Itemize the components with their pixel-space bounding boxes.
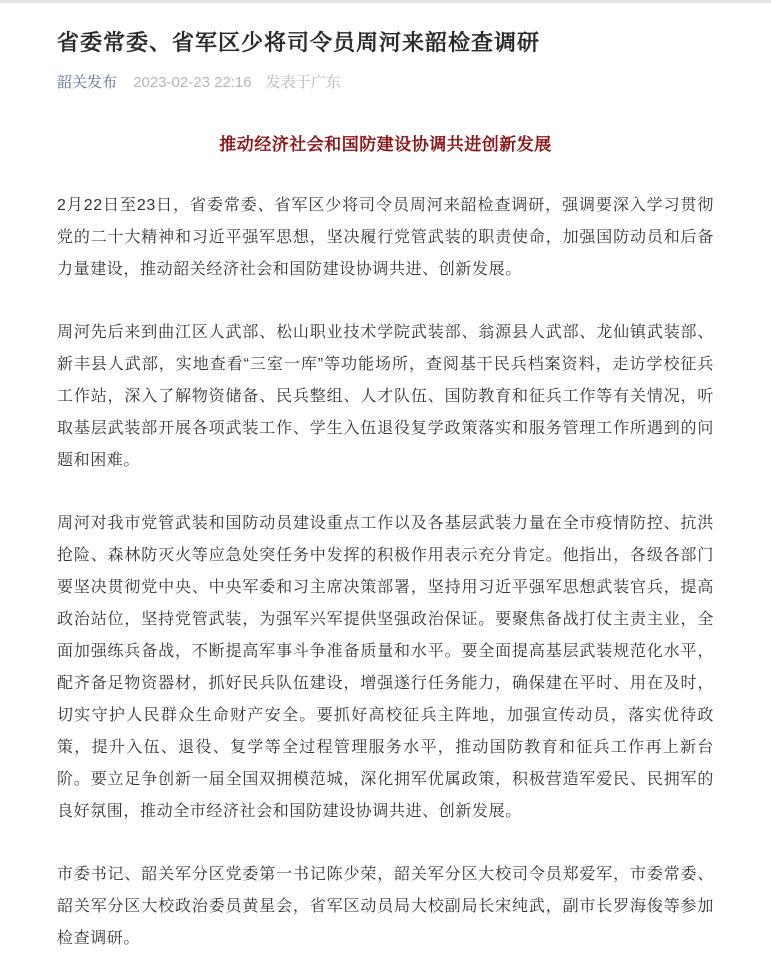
- article-paragraph-3: 周河对我市党管武装和国防动员建设重点工作以及各基层武装力量在全市疫情防控、抗洪抢险、森林防灭火等应急处突任务中发挥的积极作用表示充分肯定。他指出，各级各部门要坚决贯彻党中央、中央军委和习主席决策部署，坚持用习近平强军思想武装官兵，提高政治站位，坚持党管武装，为强军兴军提供坚强政治保证。要聚焦备战打仗主责主业，全面加强练兵备战，不断提高军事斗争准备质量和水平。要全面提高基层武装规范化水平，配齐备足物资器材，抓好民兵队伍建设，增强遂行任务能力，确保建在平时、用在及时，切实守护人民群众生命财产安全。要抓好高校征兵主阵地，加强宣传动员，落实优待政策，提升入伍、退役、复学等全过程管理服务水平，推动国防教育和征兵工作再上新台阶。要立足争创新一届全国双拥模范城，深化拥军优属政策，积极营造军爱民、民拥军的良好氛围，推动全市经济社会和国防建设协调共进、创新发展。: [57, 514, 714, 820]
- publish-datetime: 2023-02-23 22:16: [133, 73, 252, 91]
- byline: [57, 74, 714, 92]
- article-title: 省委常委、省军区少将司令员周河来韶检查调研: [57, 30, 541, 55]
- article-paragraph-2: 周河先后来到曲江区人武部、松山职业技术学院武装部、翁源县人武部、龙仙镇武装部、新丰县人武部，实地查看“三室一库”等功能场所，查阅基干民兵档案资料，走访学校征兵工作站，深入了解物资储备、民兵整组、人才队伍、国防教育和征兵工作等有关情况，听取基层武装部开展各项武装工作、学生入伍退役复学政策落实和服务管理工作所遇到的问题和困难。: [57, 323, 714, 469]
- article-container: [0, 3, 771, 955]
- publish-location: 发表于广东: [265, 73, 341, 91]
- article-subtitle: 推动经济社会和国防建设协调共进创新发展: [219, 134, 552, 154]
- account-name-link[interactable]: 韶关发布: [57, 73, 118, 91]
- article-paragraph-4: 市委书记、韶关军分区党委第一书记陈少荣，韶关军分区大校司令员郑爱军，市委常委、韶关军分区大校政治委员黄星会，省军区动员局大校副局长宋纯武，副市长罗海俊等参加检查调研。: [57, 865, 714, 947]
- article-paragraph-1: 2月22日至23日，省委常委、省军区少将司令员周河来韶检查调研，强调要深入学习贯彻党的二十大精神和习近平强军思想，坚决履行党管武装的职责使命，加强国防动员和后备力量建设，推动韶关经济社会和国防建设协调共进、创新发展。: [57, 196, 714, 278]
